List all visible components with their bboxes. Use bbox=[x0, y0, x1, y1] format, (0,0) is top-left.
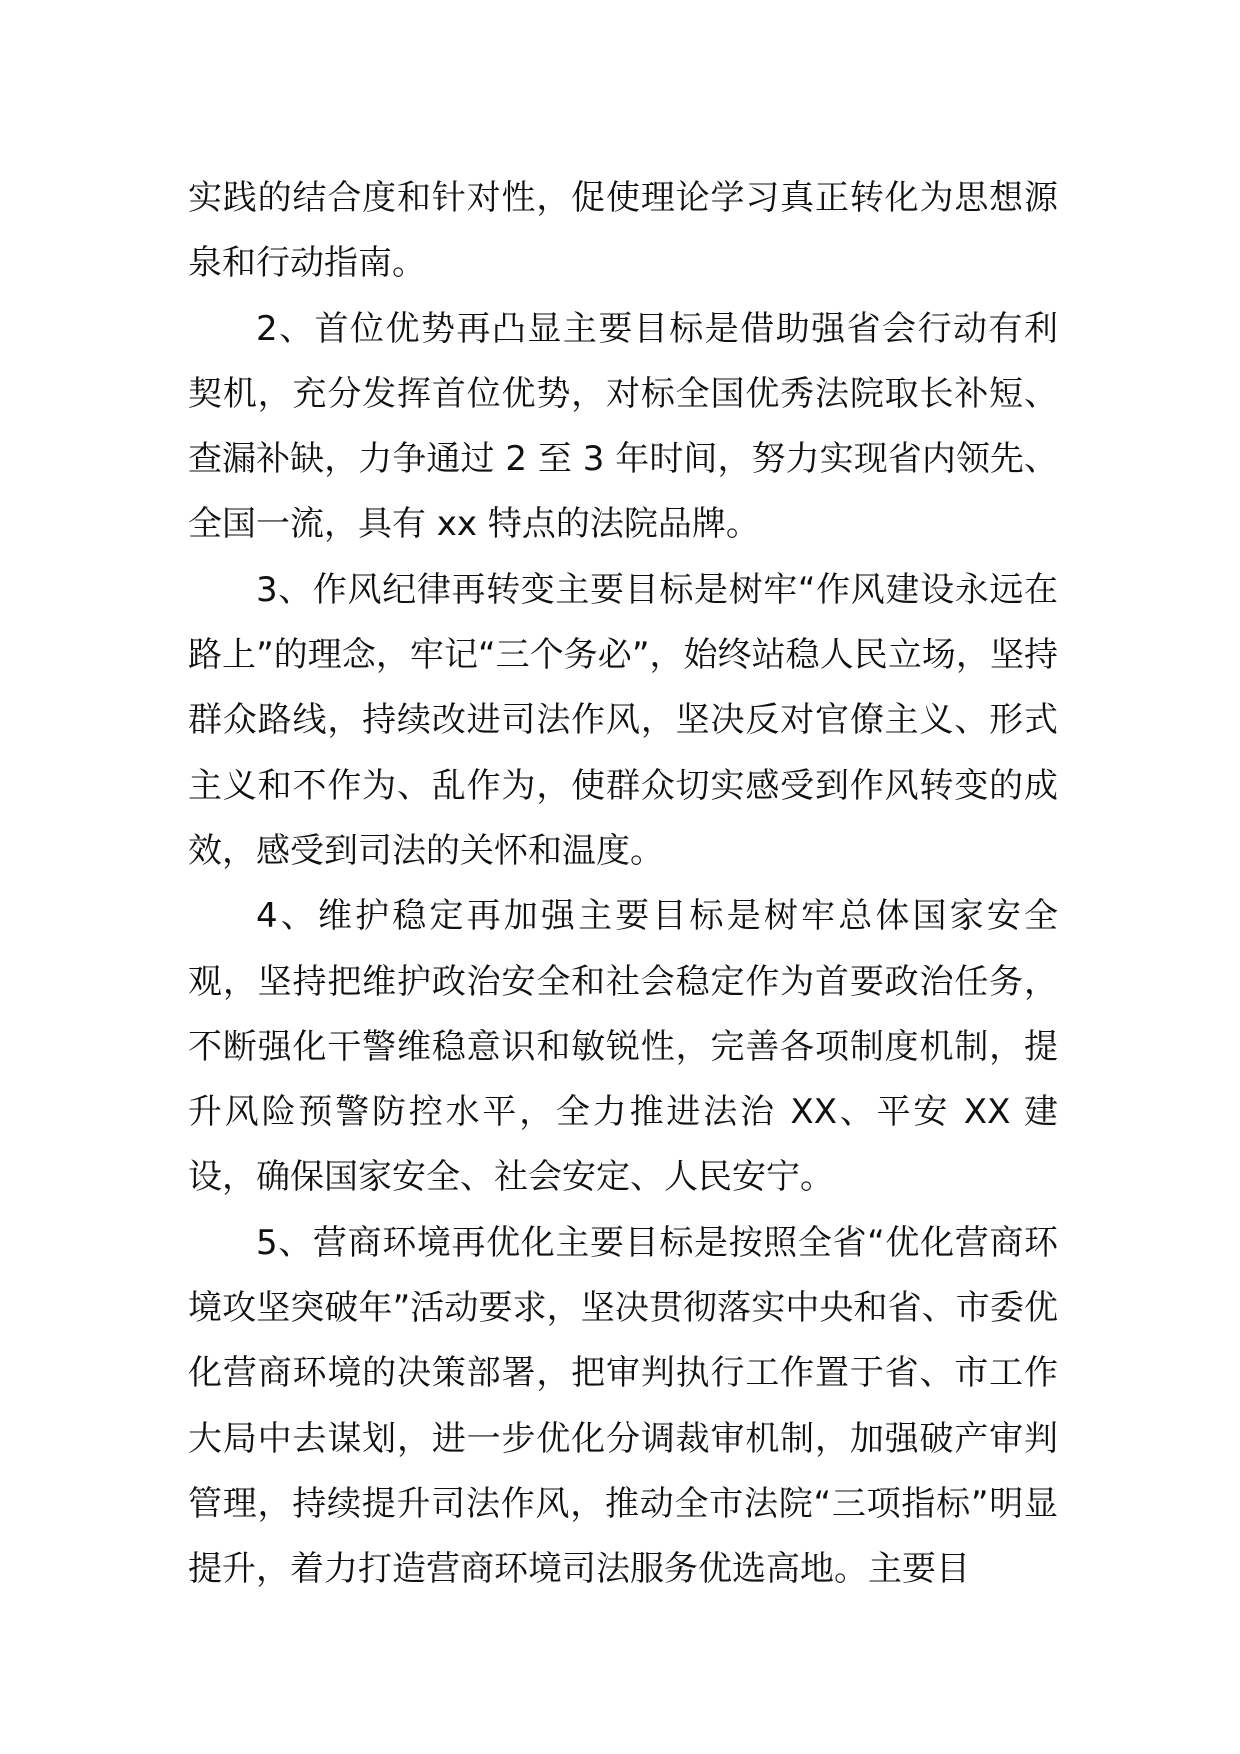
paragraph-item-5: 5、营商环境再优化主要目标是按照全省“优化营商环境攻坚突破年”活动要求，坚决贯彻落实中央和省、市委优化营商环境的决策部署，把审判执行工作置于省、市工作大局中去谋划，进一步优化分调裁审机制，加强破产审判管理，持续提升司法作风，推动全市法院“三项指标”明显提升，着力打造营商环境司法服务优选高地。主要目 bbox=[188, 1222, 1058, 1590]
document-body bbox=[188, 166, 1058, 1603]
paragraph-item-2: 2、首位优势再凸显主要目标是借助强省会行动有利契机，充分发挥首位优势，对标全国优秀法院取长补短、查漏补缺，力争通过 2 至 3 年时间，努力实现省内领先、全国一流，具有 xx 特点的法院品牌。 bbox=[188, 308, 1058, 545]
paragraph-continuation: 实践的结合度和针对性，促使理论学习真正转化为思想源泉和行动指南。 bbox=[188, 178, 1058, 284]
paragraph-item-3: 3、作风纪律再转变主要目标是树牢“作风建设永远在路上”的理念，牢记“三个务必”，始终站稳人民立场，坚持群众路线，持续改进司法作风，坚决反对官僚主义、形式主义和不作为、乱作为，使群众切实感受到作风转变的成效，感受到司法的关怀和温度。 bbox=[188, 569, 1058, 871]
paragraph-item-4: 4、维护稳定再加强主要目标是树牢总体国家安全观，坚持把维护政治安全和社会稳定作为首要政治任务，不断强化干警维稳意识和敏锐性，完善各项制度机制，提升风险预警防控水平，全力推进法治 XX、平安 XX 建设，确保国家安全、社会安定、人民安宁。 bbox=[188, 896, 1058, 1198]
